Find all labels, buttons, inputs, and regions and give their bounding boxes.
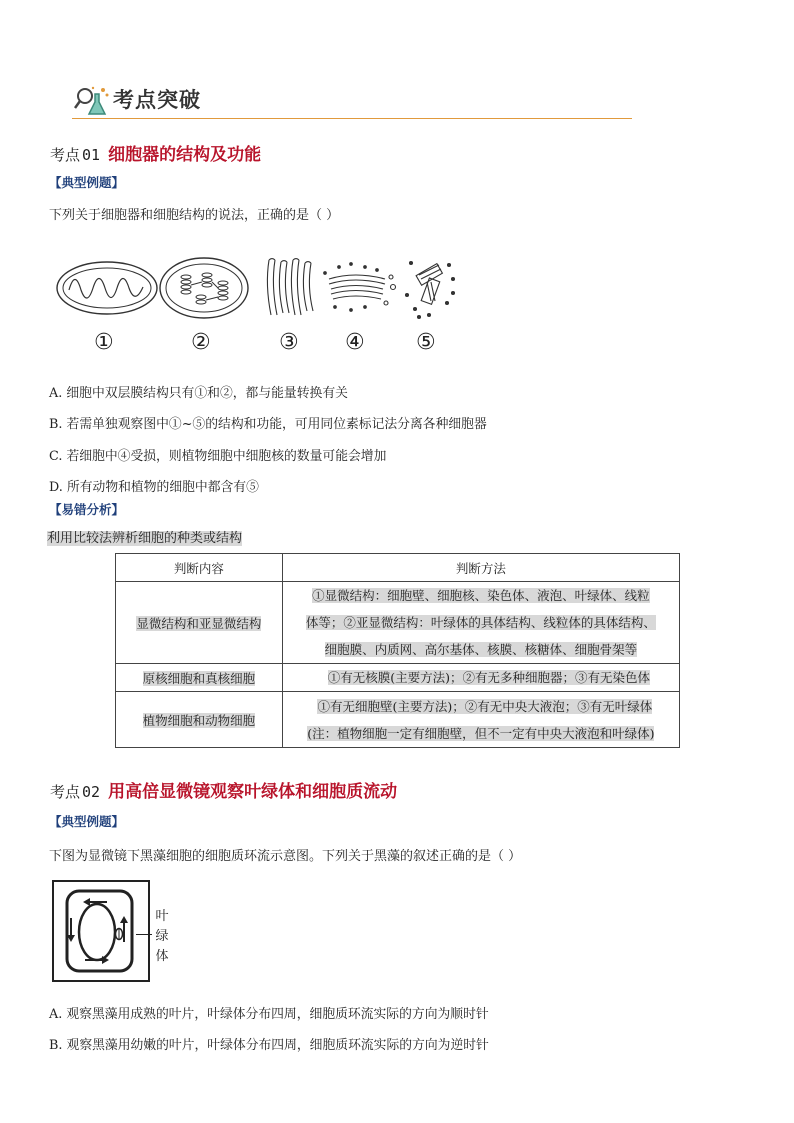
section-1-prefix: 考点 xyxy=(50,146,81,164)
flask-and-magnifier-icon xyxy=(74,82,112,118)
banner-underline xyxy=(72,118,632,119)
section-2-heading xyxy=(50,777,397,802)
table-cell-method: ①显微结构：细胞壁、细胞核、染色体、液泡、叶绿体、线粒 体等；②亚显微结构：叶绿体的具体结构、线粒体的具体结构、 细胞膜、内质网、高尔基体、核膜、核糖体、细胞骨架等 xyxy=(282,582,679,664)
table-cell-content: 显微结构和亚显微结构 xyxy=(116,582,283,664)
table-row xyxy=(116,582,680,664)
table-cell-content: 植物细胞和动物细胞 xyxy=(116,692,283,748)
section-1-option-b: B. 若需单独观察图中①~⑤的结构和功能，可用同位素标记法分离各种细胞器 xyxy=(49,417,487,432)
golgi-drawing xyxy=(324,263,396,312)
section-2-number: 02 xyxy=(82,783,101,801)
section-1-option-d: D. 所有动物和植物的细胞中都含有⑤ xyxy=(49,480,259,495)
figure-label-2: ② xyxy=(191,330,211,355)
chloroplast-pointer-line xyxy=(136,934,152,935)
section-2-prefix: 考点 xyxy=(50,783,81,801)
table-row xyxy=(116,664,680,692)
cytoplasm-streaming-figure xyxy=(52,880,150,982)
figure-label-3: ③ xyxy=(279,330,299,355)
comparison-table xyxy=(115,553,680,748)
endoplasmic-reticulum-drawing xyxy=(267,259,313,316)
section-1-analysis-tag: 【易错分析】 xyxy=(49,502,125,517)
section-1-option-a: A. 细胞中双层膜结构只有①和②，都与能量转换有关 xyxy=(49,386,348,401)
section-2-question: 下图为显微镜下黑藻细胞的细胞质环流示意图。下列关于黑藻的叙述正确的是（ ） xyxy=(49,849,522,864)
mitochondrion-drawing xyxy=(57,262,157,314)
analysis-intro: 利用比较法辨析细胞的种类或结构 xyxy=(47,531,243,546)
table-cell-method: ①有无细胞壁(主要方法)；②有无中央大液泡；③有无叶绿体 (注：植物细胞一定有细胞壁，但不一定有中央大液泡和叶绿体) xyxy=(282,692,679,748)
table-cell-method: ①有无核膜(主要方法)；②有无多种细胞器；③有无染色体 xyxy=(282,664,679,692)
figure-label-5: ⑤ xyxy=(416,330,436,355)
section-1-heading xyxy=(50,140,261,165)
table-cell-content: 原核细胞和真核细胞 xyxy=(116,664,283,692)
section-1-question: 下列关于细胞器和细胞结构的说法，正确的是（ ） xyxy=(49,208,340,223)
section-1-example-tag: 【典型例题】 xyxy=(49,175,125,190)
figure-label-1: ① xyxy=(94,330,114,355)
chloroplast-side-label: 叶 绿 体 xyxy=(155,909,169,964)
table-header-cell: 判断内容 xyxy=(116,554,283,582)
section-1-number: 01 xyxy=(82,146,101,164)
chloroplast-drawing xyxy=(160,258,248,318)
section-2-title: 用高倍显微镜观察叶绿体和细胞质流动 xyxy=(108,782,398,802)
section-1-option-c: C. 若细胞中④受损，则植物细胞中细胞核的数量可能会增加 xyxy=(49,449,387,464)
centrosome-drawing xyxy=(406,262,455,319)
table-header-cell: 判断方法 xyxy=(282,554,679,582)
table-header-row xyxy=(116,554,680,582)
organelle-figure xyxy=(55,255,475,325)
section-2-example-tag: 【典型例题】 xyxy=(49,814,125,829)
section-1-title: 细胞器的结构及功能 xyxy=(108,145,262,165)
figure-label-4: ④ xyxy=(345,330,365,355)
banner-title: 考点突破 xyxy=(113,88,201,112)
section-2-option-a: A. 观察黑藻用成熟的叶片，叶绿体分布四周，细胞质环流实际的方向为顺时针 xyxy=(49,1007,489,1022)
section-2-option-b: B. 观察黑藻用幼嫩的叶片，叶绿体分布四周，细胞质环流实际的方向为逆时针 xyxy=(49,1038,489,1053)
table-row xyxy=(116,692,680,748)
